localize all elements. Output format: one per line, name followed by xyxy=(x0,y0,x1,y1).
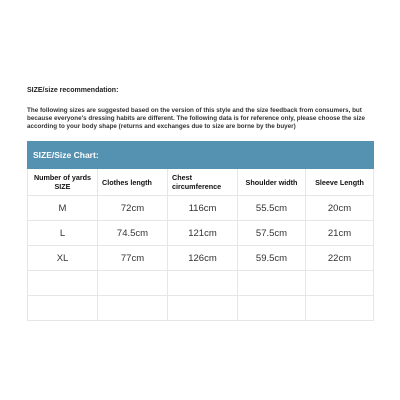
empty-table-row xyxy=(28,271,374,296)
sleeve-length-cell: 21cm xyxy=(306,221,374,246)
shoulder-width-cell: 57.5cm xyxy=(238,221,306,246)
header-clothes-length: Clothes length xyxy=(98,169,168,196)
clothes-length-cell: 74.5cm xyxy=(98,221,168,246)
table-row xyxy=(28,196,374,221)
size-cell: M xyxy=(28,196,98,221)
sleeve-length-cell: 22cm xyxy=(306,246,374,271)
empty-cell xyxy=(238,271,306,296)
section-title: SIZE/size recommendation: xyxy=(27,87,119,94)
empty-cell xyxy=(306,271,374,296)
header-shoulder-width: Shoulder width xyxy=(238,169,306,196)
empty-cell xyxy=(28,271,98,296)
empty-table-row xyxy=(28,296,374,321)
clothes-length-cell: 72cm xyxy=(98,196,168,221)
table-row xyxy=(28,246,374,271)
sleeve-length-cell: 20cm xyxy=(306,196,374,221)
shoulder-width-cell: 55.5cm xyxy=(238,196,306,221)
table-row xyxy=(28,221,374,246)
empty-cell xyxy=(238,296,306,321)
table-header-row xyxy=(28,169,374,196)
chest-circumference-cell: 121cm xyxy=(168,221,238,246)
shoulder-width-cell: 59.5cm xyxy=(238,246,306,271)
empty-cell xyxy=(168,271,238,296)
chest-circumference-cell: 116cm xyxy=(168,196,238,221)
empty-cell xyxy=(168,296,238,321)
empty-cell xyxy=(28,296,98,321)
header-chest-circumference: Chest circumference xyxy=(168,169,238,196)
header-sleeve-length: Sleeve Length xyxy=(306,169,374,196)
size-chart-banner-row xyxy=(28,142,374,169)
size-chart-banner: SIZE/Size Chart: xyxy=(28,142,374,169)
empty-cell xyxy=(98,296,168,321)
empty-cell xyxy=(98,271,168,296)
empty-cell xyxy=(306,296,374,321)
header-size: Number of yards SIZE xyxy=(28,169,98,196)
chest-circumference-cell: 126cm xyxy=(168,246,238,271)
clothes-length-cell: 77cm xyxy=(98,246,168,271)
size-disclaimer-note: The following sizes are suggested based on the version of this style and the size feedback from consumers, but because everyone's dressing habits are different. The following data is for reference only, please choose the size according to your body shape (returns and exchanges due to size are borne by the buyer) xyxy=(27,107,366,130)
size-cell: XL xyxy=(28,246,98,271)
size-cell: L xyxy=(28,221,98,246)
size-chart-table xyxy=(27,141,374,321)
